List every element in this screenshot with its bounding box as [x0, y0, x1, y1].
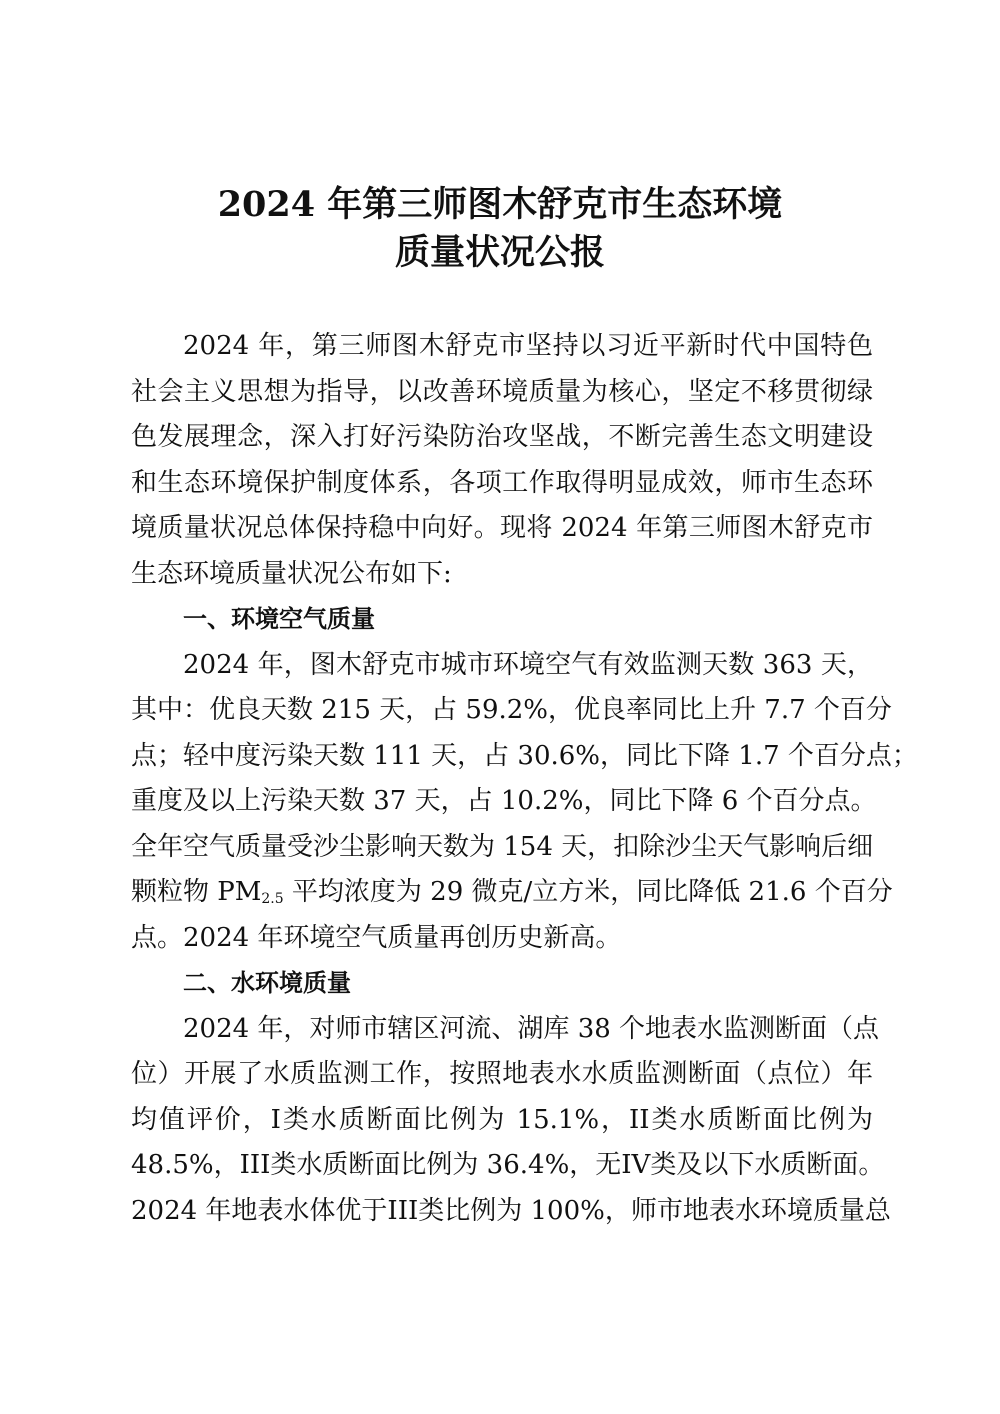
section-heading-water-quality: 二、水环境质量 [183, 969, 351, 997]
water-line-5: 2024 年地表水体优于III类比例为 100%，师市地表水环境质量总 [131, 1195, 891, 1226]
intro-line-2: 社会主义思想为指导，以改善环境质量为核心，坚定不移贯彻绿 [131, 376, 873, 407]
document-title-line-2: 质量状况公报 [394, 232, 605, 273]
air-line-6 [131, 870, 893, 916]
intro-line-4: 和生态环境保护制度体系，各项工作取得明显成效，师市生态环 [131, 467, 873, 498]
air-line-5: 全年空气质量受沙尘影响天数为 154 天，扣除沙尘天气影响后细 [131, 831, 874, 862]
air-line-3: 点；轻中度污染天数 111 天，占 30.6%，同比下降 1.7 个百分点； [131, 740, 918, 771]
intro-line-3: 色发展理念，深入打好污染防治攻坚战，不断完善生态文明建设 [131, 422, 873, 452]
section-heading-air-quality: 一、环境空气质量 [183, 605, 375, 633]
air-line-4: 重度及以上污染天数 37 天，占 10.2%，同比下降 6 个百分点。 [131, 786, 877, 816]
intro-line-1: 2024 年，第三师图木舒克市坚持以习近平新时代中国特色 [183, 331, 873, 361]
air-line-6-part-a: 颗粒物 PM [131, 877, 262, 907]
document-body [131, 324, 918, 1234]
intro-line-5: 境质量状况总体保持稳中向好。现将 2024 年第三师图木舒克市 [131, 513, 873, 543]
air-line-6-part-b: 平均浓度为 29 微克/立方米，同比降低 21.6 个百分 [283, 877, 893, 907]
water-line-3: 均值评价，I类水质断面比例为 15.1%，II类水质断面比例为 [131, 1104, 873, 1135]
water-line-2: 位）开展了水质监测工作，按照地表水水质监测断面（点位）年 [131, 1059, 873, 1089]
intro-line-6: 生态环境质量状况公布如下: [131, 558, 452, 589]
document-title-line-1: 2024 年第三师图木舒克市生态环境 [217, 184, 783, 225]
air-line-7: 点。2024 年环境空气质量再创历史新高。 [131, 922, 622, 953]
air-line-2: 其中：优良天数 215 天，占 59.2%，优良率同比上升 7.7 个百分 [131, 695, 892, 725]
water-line-4: 48.5%，III类水质断面比例为 36.4%，无IV类及以下水质断面。 [131, 1150, 885, 1180]
pm25-subscript: 2.5 [261, 891, 284, 907]
air-line-1: 2024 年，图木舒克市城市环境空气有效监测天数 363 天， [183, 649, 873, 680]
water-line-1: 2024 年，对师市辖区河流、湖库 38 个地表水监测断面（点 [183, 1013, 880, 1044]
